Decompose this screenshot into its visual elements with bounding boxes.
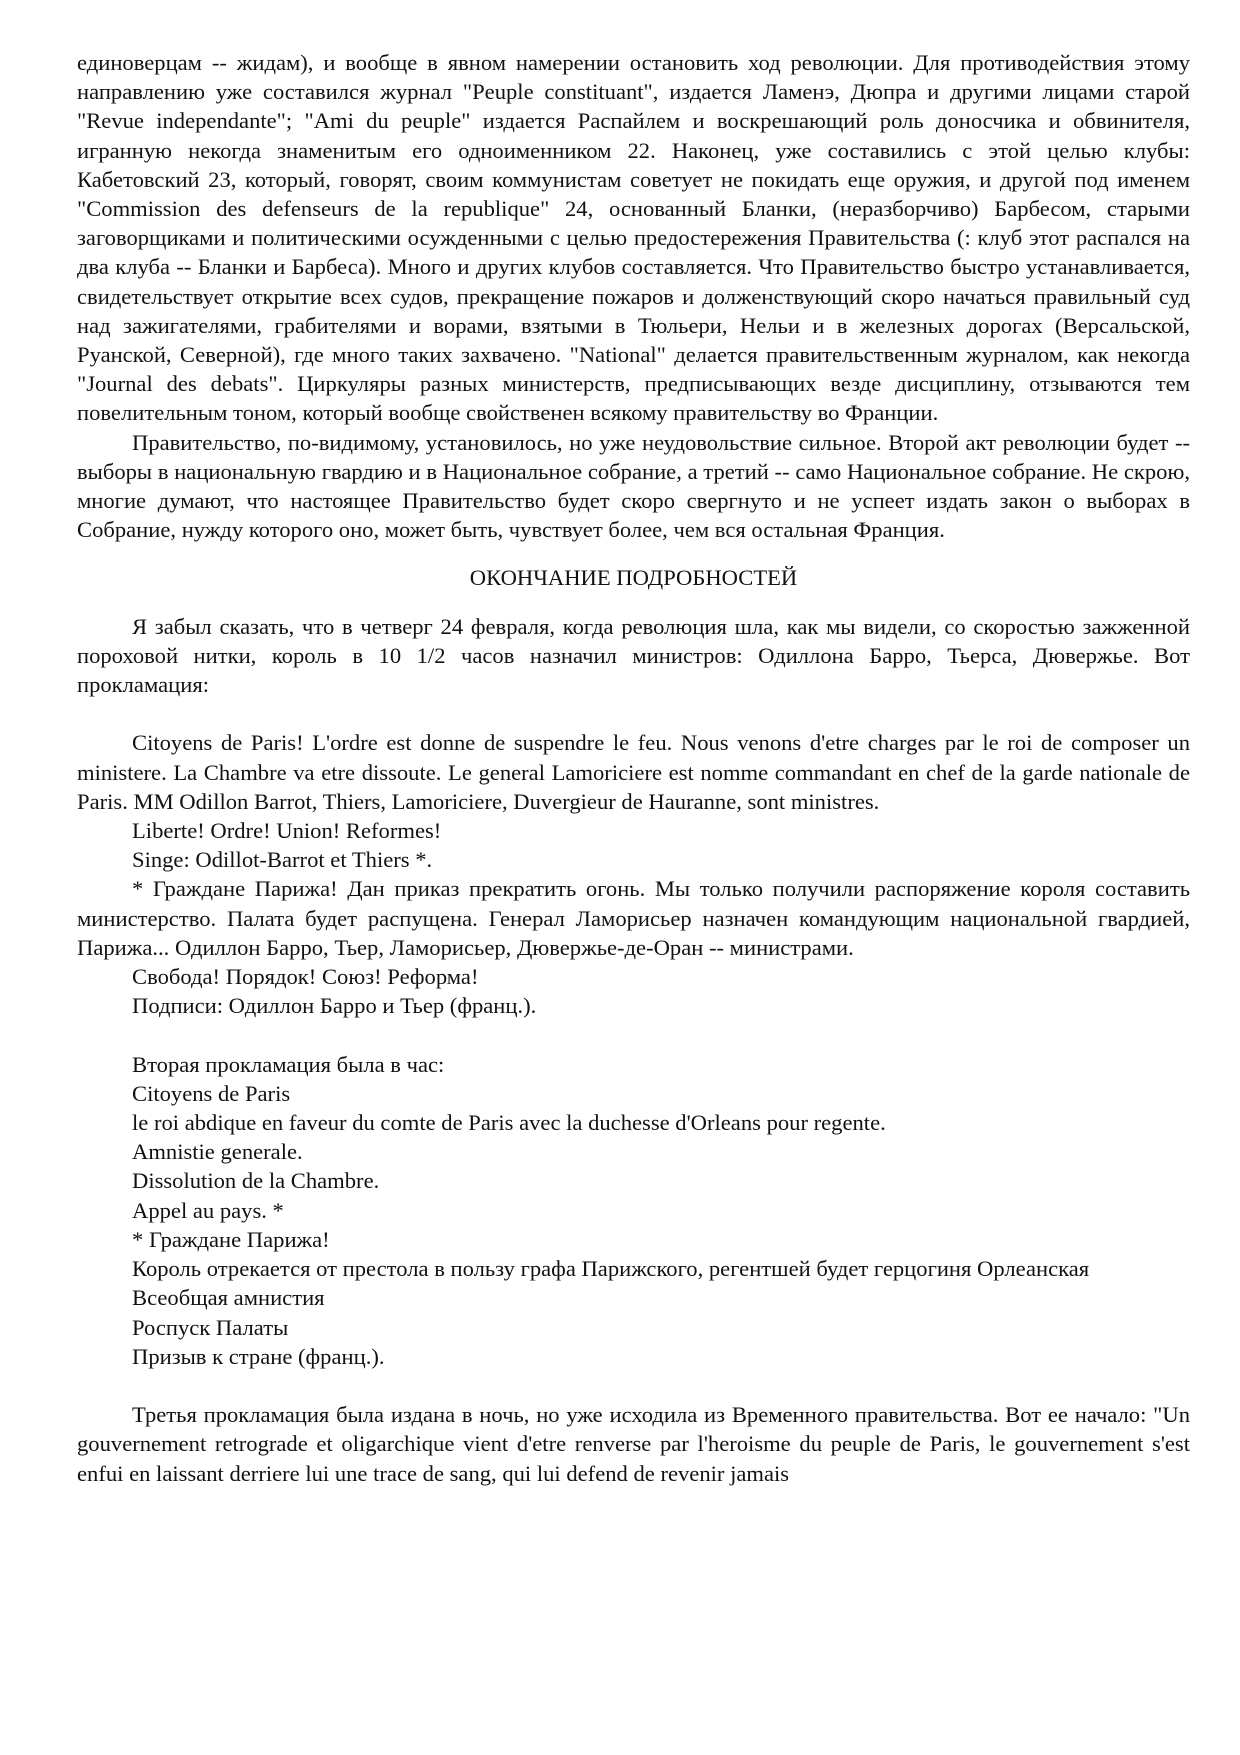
section-heading: ОКОНЧАНИЕ ПОДРОБНОСТЕЙ <box>469 565 798 591</box>
second-proclamation-translation: Король отрекается от престола в пользу графа Парижского, регентшей будет герцогиня Орлеанская <box>132 1256 1090 1282</box>
second-proclamation-line: Amnistie generale. <box>132 1139 303 1165</box>
second-proclamation-translation: * Граждане Парижа! <box>132 1226 330 1252</box>
paragraph-ministers: Я забыл сказать, что в четверг 24 февраля, когда революция шла, как мы видели, со скоростью зажженной пороховой нитки, король в 10 1/2 часов назначил министров: Одиллона Барро, Тьерса, Дювержье. Вот прокламация: <box>77 613 1190 698</box>
proclamation-slogan-fr: Liberte! Ordre! Union! Reformes! <box>132 818 442 844</box>
paragraph-clubs: единоверцам -- жидам), и вообще в явном намерении остановить ход революции. Для противодействия этому направлению уже составился журнал "Peuple constituant", издается Ламенэ, Дюпра и другими лицами старой "Revue independante"; "Ami du peuple" издается Распайлем и воскрешающий роль доносчика и обвинителя, игранную некогда знаменитым его одноименником 22. Наконец, уже составились с этой целью клубы: Кабетовский 23, который, говорят, своим коммунистам советует не покидать еще оружия, и другой под именем "Commission des defenseurs de la republique" 24, основанный Бланки, (неразборчиво) Барбесом, старыми заговорщиками и политическими осужденными с целью предостережения Правительства (: клуб этот распался на два клуба -- Бланки и Барбеса). Много и других клубов составляется. Что Правительство быстро устанавливается, свидетельствует открытие всех судов, прекращение пожаров и долженствующий скоро начаться правильный суд над зажигателями, грабителями и ворами, взятыми в Тюльери, Нельи и в железных дорогах (Версальской, Руанской, Северной), где много таких захвачено. "National" делается правительственным журналом, как некогда "Journal des debats". Циркуляры разных министерств, предписывающих везде дисциплину, отзываются тем повелительным тоном, который вообще свойственен всякому правительству во Франции. <box>77 50 1190 426</box>
proclamation-slogan-ru: Свобода! Порядок! Союз! Реформа! <box>132 964 479 990</box>
second-proclamation-translation: Всеобщая амнистия <box>132 1285 325 1311</box>
second-proclamation-line: Dissolution de la Chambre. <box>132 1168 380 1194</box>
second-proclamation-translation: Роспуск Палаты <box>132 1314 289 1340</box>
second-proclamation-translation: Призыв к стране (франц.). <box>132 1343 385 1369</box>
second-proclamation-line: Citoyens de Paris <box>132 1080 291 1106</box>
proclamation-signature-ru: Подписи: Одиллон Барро и Тьер (франц.). <box>132 993 537 1019</box>
second-proclamation-line: le roi abdique en faveur du comte de Paris avec la duchesse d'Orleans pour regente. <box>132 1110 886 1136</box>
proclamation-signature-fr: Singe: Odillot-Barrot et Thiers *. <box>132 847 433 873</box>
paragraph-government: Правительство, по-видимому, установилось, но уже неудовольствие сильное. Второй акт революции будет -- выборы в национальную гвардию и в Национальное собрание, а третий -- само Национальное собрание. Не скрою, многие думают, что настоящее Правительство будет скоро свергнуто и не успеет издать закон о выборах в Собрание, нужду которого оно, может быть, чувствует более, чем вся остальная Франция. <box>77 429 1190 543</box>
second-proclamation-intro: Вторая прокламация была в час: <box>132 1051 445 1077</box>
paragraph-proclamation-fr: Citoyens de Paris! L'ordre est donne de suspendre le feu. Nous venons d'etre charges par le roi de composer un ministere. La Chambre va etre dissoute. Le general Lamoriciere est nomme commandant en chef de la garde nationale de Paris. MM Odillon Barrot, Thiers, Lamoriciere, Duvergieur de Hauranne, sont ministres. <box>77 730 1190 814</box>
paragraph-proclamation-ru: * Граждане Парижа! Дан приказ прекратить огонь. Мы только получили распоряжение короля составить министерство. Палата будет распущена. Генерал Ламорисьер назначен командующим национальной гвардией, Парижа... Одиллон Барро, Тьер, Ламорисьер, Дювержье-де-Оран -- министрами. <box>77 876 1190 960</box>
paragraph-third-proclamation: Третья прокламация была издана в ночь, но уже исходила из Временного правительства. Вот ее начало: "Un gouvernement retrograde et oligarchique vient d'etre renverse par l'heroisme du peuple de Paris, le gouvernement s'est enfui en laissant derriere lui une trace de sang, qui lui defend de revenir jamais <box>77 1402 1190 1486</box>
second-proclamation-line: Appel au pays. * <box>132 1197 284 1223</box>
